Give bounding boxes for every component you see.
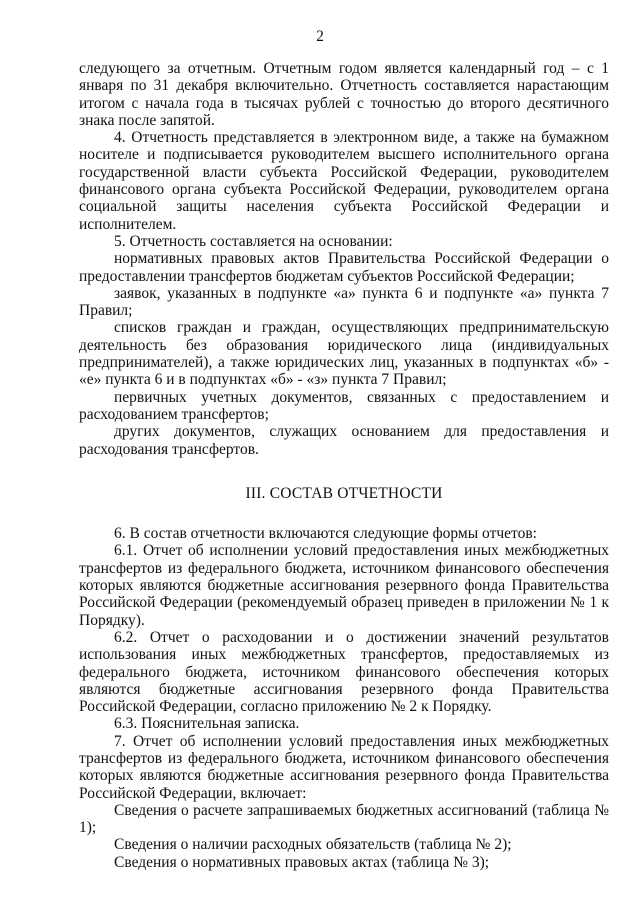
paragraph: первичных учетных документов, связанных с предоставлением и расходованием трансфертов; — [79, 388, 609, 423]
paragraph: 5. Отчетность составляется на основании: — [114, 232, 393, 250]
paragraphs-after-section — [79, 525, 609, 871]
paragraph: заявок, указанных в подпункте «а» пункта 6 и подпункте «а» пункта 7 Правил; — [79, 284, 609, 320]
paragraph: других документов, служащих основанием для предоставления и расходования трансфертов. — [79, 423, 609, 458]
paragraph: Сведения о нормативных правовых актах (таблица № 3); — [114, 853, 490, 871]
paragraph: следующего за отчетным. Отчетным годом является календарный год – с 1 января по 31 декабря включительно. Отчетность составляется нарастающим итогом с начала года в тысячах рублей с точностью до второго десятичного знака после запятой. — [79, 60, 609, 129]
paragraph: 4. Отчетность представляется в электронном виде, а также на бумажном носителе и подписывается руководителем высшего исполнительного органа государственной власти субъекта Российской Федерации, руководителем финансового органа субъекта Российской Федерации, руководителем органа социальной защиты населения субъекта Российской Федерации и исполнителем. — [79, 129, 609, 233]
paragraph: 6.2. Отчет о расходовании и о достижении значений результатов использования иных межбюджетных трансфертов, предоставляемых из федерального бюджета, источником финансового обеспечения которых являются бюджетные ассигнования резервного фонда Правительства Российской Федерации, согласно приложению № 2 к Порядку. — [79, 628, 609, 716]
document-body — [79, 60, 609, 871]
paragraph: 6.3. Пояснительная записка. — [114, 715, 300, 733]
paragraph: Сведения о наличии расходных обязательств (таблица № 2); — [114, 836, 512, 854]
paragraph: 7. Отчет об исполнении условий предоставления иных межбюджетных трансфертов из федерального бюджета, источником финансового обеспечения которых являются бюджетные ассигнования резервного фонда Правительства Российской Федерации, включает: — [79, 732, 609, 802]
paragraph: Сведения о расчете запрашиваемых бюджетных ассигнований (таблица № 1); — [79, 801, 609, 837]
paragraph: 6. В состав отчетности включаются следующие формы отчетов: — [114, 525, 537, 543]
paragraphs-before-section — [79, 60, 609, 458]
page-number: 2 — [316, 28, 324, 45]
paragraph: 6.1. Отчет об исполнении условий предоставления иных межбюджетных трансфертов из федерального бюджета, источником финансового обеспечения которых являются бюджетные ассигнования резервного фонда Правительства Российской Федерации (рекомендуемый образец приведен в приложении № 1 к Порядку). — [79, 542, 609, 629]
paragraph: списков граждан и граждан, осуществляющих предпринимательскую деятельность без образования юридического лица (индивидуальных предпринимателей), а также юридических лиц, указанных в подпунктах «б» - «е» пункта 6 и в подпунктах «б» - «з» пункта 7 Правил; — [79, 319, 609, 389]
section-title: III. СОСТАВ ОТЧЕТНОСТИ — [245, 484, 443, 502]
paragraph: нормативных правовых актов Правительства Российской Федерации о предоставлении трансфертов бюджетам субъектов Российской Федерации; — [79, 250, 609, 285]
